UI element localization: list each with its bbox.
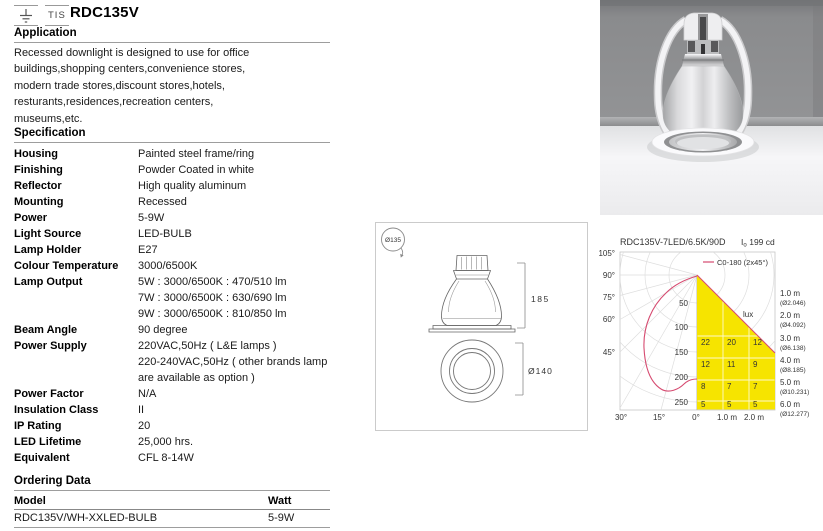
application-line: museums,etc. [14,112,83,125]
spec-label: Equivalent [14,452,70,464]
svg-text:7: 7 [727,382,732,391]
diameter-label: Ø140 [528,366,553,376]
spec-label: Light Source [14,228,82,240]
svg-text:100: 100 [674,323,688,332]
divider [14,142,330,143]
svg-text:20: 20 [727,338,736,347]
chart-legend [703,258,768,267]
legend-label: C0-180 (2x45°) [717,258,768,267]
spec-row [14,274,330,322]
spec-row [14,450,330,466]
svg-text:2.0 m: 2.0 m [743,413,765,422]
spec-row [14,322,330,338]
svg-text:45°: 45° [602,348,615,357]
application-line: modern trade stores,discount stores,hotels, [14,79,225,92]
svg-text:5: 5 [701,400,706,409]
spec-row [14,162,330,178]
spec-label: LED Lifetime [14,436,82,448]
cutout-callout [382,228,405,258]
application-line: buildings,shopping centers,convenience stores, [14,63,246,76]
svg-text:250: 250 [674,398,688,407]
spec-value: II [138,404,145,416]
side-view [429,256,515,333]
spec-label: Insulation Class [14,404,99,416]
column-header-watt: Watt [268,495,292,507]
svg-text:5: 5 [727,400,732,409]
dimension-drawing [375,222,588,431]
height-label: 185 [531,294,550,304]
spec-label: Colour Temperature [14,260,119,272]
specification-heading: Specification [14,127,86,139]
divider [14,42,330,43]
spec-value: 20 [138,420,151,432]
spec-row [14,242,330,258]
spec-value: 5-9W [138,212,165,224]
spec-label: Mounting [14,196,64,208]
lux-unit-label: lux [743,310,754,319]
svg-text:15°: 15° [652,413,666,422]
svg-text:3.0 m: 3.0 m [780,334,801,343]
svg-text:11: 11 [727,360,736,369]
svg-text:6.0 m: 6.0 m [780,400,801,409]
application-heading: Application [14,27,77,39]
spec-row [14,258,330,274]
svg-text:1.0 m: 1.0 m [716,413,738,422]
svg-text:(Ø8.185): (Ø8.185) [780,367,806,374]
product-photo [600,0,823,215]
spec-value: N/A [138,388,157,400]
svg-text:22: 22 [701,338,710,347]
spec-label: Finishing [14,164,63,176]
svg-text:200: 200 [674,373,688,382]
spec-row [14,178,330,194]
svg-text:(Ø10.231): (Ø10.231) [780,389,810,396]
spec-row [14,386,330,402]
svg-text:1.0 m: 1.0 m [780,289,801,298]
svg-text:0°: 0° [692,413,700,422]
peak-intensity-label: Io 199 cd [741,237,775,249]
svg-text:(Ø2.046): (Ø2.046) [780,300,806,307]
spec-label: Beam Angle [14,324,78,336]
spec-value: High quality aluminum [138,180,247,192]
spec-row [14,338,330,386]
svg-text:(Ø12.277): (Ø12.277) [780,411,810,418]
reflector-mouth [677,137,729,149]
spec-value: Painted steel frame/ring [138,148,255,160]
svg-text:8: 8 [701,382,706,391]
spec-value: 220VAC,50Hz ( L&E lamps ) [138,340,277,352]
spec-row [14,146,330,162]
spec-value: 25,000 hrs. [138,436,194,448]
application-text [14,45,326,127]
svg-text:60°: 60° [602,315,615,324]
application-line: Recessed downlight is designed to use for office [14,47,250,59]
diameter-dimension [515,343,523,395]
svg-text:75°: 75° [602,293,615,302]
spec-value: E27 [138,244,158,256]
svg-text:150: 150 [674,348,688,357]
spec-label: IP Rating [14,420,62,432]
svg-text:(Ø4.092): (Ø4.092) [780,322,806,329]
distance-labels [780,289,809,418]
spec-row [14,210,330,226]
svg-text:5.0 m: 5.0 m [780,378,801,387]
ordering-heading: Ordering Data [14,475,91,487]
svg-text:7: 7 [753,382,758,391]
svg-text:105°: 105° [598,249,615,258]
spec-value: are available as option ) [138,372,255,384]
divider [14,490,330,491]
svg-text:4.0 m: 4.0 m [780,356,801,365]
divider [14,527,330,528]
cutout-label: Ø135 [385,237,401,244]
spec-value: Recessed [138,196,187,208]
bottom-view [441,340,503,402]
svg-text:50: 50 [679,299,688,308]
table-cell-watt: 5-9W [268,512,295,524]
spec-value: CFL 8-14W [138,452,194,464]
svg-text:12: 12 [753,338,762,347]
spec-value: 9W : 3000/6500K : 810/850 lm [138,308,287,320]
spec-label: Power Factor [14,388,84,400]
photometric-chart [598,228,823,432]
spec-row [14,418,330,434]
spec-label: Lamp Output [14,276,83,288]
spec-row [14,226,330,242]
cone-x-labels [717,413,764,422]
svg-text:12: 12 [701,360,710,369]
spec-value: 3000/6500K [138,260,198,272]
certification-marks [14,5,69,26]
table-cell-model: RDC135V/WH-XXLED-BULB [14,512,158,524]
spec-value: 7W : 3000/6500K : 630/690 lm [138,292,287,304]
column-header-model: Model [14,495,46,507]
spec-label: Reflector [14,180,62,192]
specification-table [14,146,330,466]
spec-row [14,194,330,210]
svg-text:30°: 30° [614,413,628,422]
height-dimension [517,263,525,328]
page-title: RDC135V [70,4,139,21]
spec-value: Powder Coated in white [138,164,255,176]
earth-ground-icon [14,5,38,26]
spec-label: Lamp Holder [14,244,82,256]
spec-row [14,434,330,450]
spec-label: Housing [14,148,58,160]
svg-text:90°: 90° [602,271,615,280]
spec-label: Power [14,212,48,224]
drawing-border [376,223,588,431]
svg-text:2.0 m: 2.0 m [780,311,801,320]
spec-label: Power Supply [14,340,87,352]
tis-mark: TIS [45,5,69,26]
svg-text:5: 5 [753,400,758,409]
spec-value: 5W : 3000/6500K : 470/510 lm [138,276,287,288]
application-line: resturants,residences,recreation centers, [14,96,214,109]
svg-text:(Ø6.138): (Ø6.138) [780,345,806,352]
spec-row [14,402,330,418]
chart-title: RDC135V-7LED/6.5K/90D [620,237,726,247]
svg-text:9: 9 [753,360,758,369]
spec-value: 90 degree [138,324,188,336]
divider [14,509,330,510]
spec-value: LED-BULB [138,228,192,240]
spec-value: 220-240VAC,50Hz ( other brands lamp [138,356,328,368]
